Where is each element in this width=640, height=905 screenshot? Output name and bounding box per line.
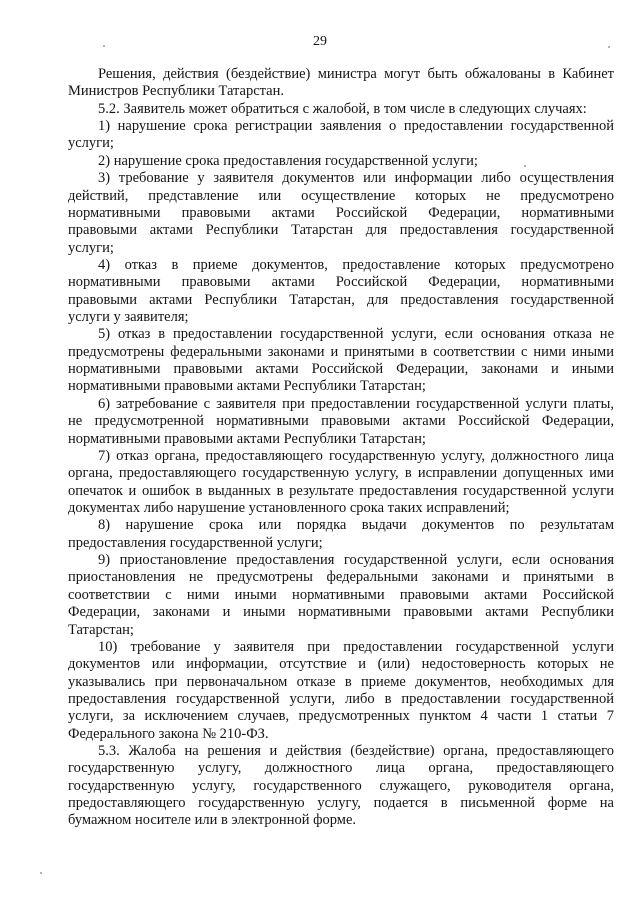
paragraph: [68, 326, 614, 395]
text-line: предоставления государственной услуги;: [68, 534, 323, 551]
paragraph: [68, 396, 614, 448]
text-line: 6) затребование с заявителя при предоставлении государственной услуги платы,: [98, 395, 614, 412]
paragraph: [68, 66, 614, 101]
text-line: нормативными правовыми актами Российской Федерации, нормативными: [68, 204, 614, 221]
text-line: бумажном носителе или в электронной форме.: [68, 812, 357, 829]
text-line: не предусмотренной нормативными правовыми актами Российской Федерации,: [68, 413, 614, 430]
text-line: государственную услугу, должностного лица органа, предоставляющего: [68, 760, 614, 777]
text-line: государственную услугу, государственного служащего, руководителя органа,: [68, 777, 614, 794]
text-line: 5.2. Заявитель может обратиться с жалобой, в том числе в следующих случаях:: [98, 100, 587, 117]
text-line: Федерации, законами и иными нормативными правовыми актами Республики: [68, 604, 614, 621]
text-line: указывались при первоначальном отказе в приеме документов, необходимых для: [68, 673, 614, 690]
paragraph: [68, 448, 614, 517]
text-line: Федерального закона № 210-ФЗ.: [68, 725, 269, 742]
text-line: 5) отказ в предоставлении государственной услуги, если основания отказа не: [98, 326, 614, 343]
text-line: 2) нарушение срока предоставления государственной услуги;: [98, 152, 478, 169]
text-line: приостановления не предусмотрены федеральными законами и принятыми в: [68, 569, 614, 586]
text-line: 4) отказ в приеме документов, предоставление которых предусмотрено: [98, 256, 614, 273]
text-line: документов или информации, отсутствие и (или) недостоверность которых не: [68, 656, 614, 673]
text-line: услуги;: [68, 239, 114, 256]
text-line: 8) нарушение срока или порядка выдачи документов по результатам: [98, 517, 614, 534]
paragraph: [68, 118, 614, 153]
text-line: правовыми актами Республики Татарстан для предоставления государственной: [68, 222, 614, 239]
text-line: документах либо нарушение установленного срока таких исправлений;: [68, 499, 510, 516]
text-line: органа, предоставляющего государственную услугу, в исправлении допущенных ими: [68, 465, 614, 482]
text-line: предусмотрены федеральными законами и принятыми в соответствии с ними иными: [68, 343, 614, 360]
text-line: Министров Республики Татарстан.: [68, 83, 284, 100]
paragraph: [68, 170, 614, 257]
paragraph: [68, 743, 614, 830]
text-line: 5.3. Жалоба на решения и действия (бездействие) органа, предоставляющего: [98, 743, 614, 760]
text-line: нормативными правовыми актами Российской Федерации, законами и иными: [68, 361, 614, 378]
text-line: Решения, действия (бездействие) министра могут быть обжалованы в Кабинет: [98, 66, 614, 82]
text-line: 9) приостановление предоставления государственной услуги, если основания: [98, 552, 614, 569]
text-line: услуги у заявителя;: [68, 309, 189, 326]
text-line: нормативными правовыми актами Республики Татарстан;: [68, 430, 426, 447]
text-line: соответствии с ними иными нормативными правовыми актами Российской: [68, 586, 614, 603]
text-line: 3) требование у заявителя документов или информации либо осуществления: [98, 170, 614, 187]
paragraph: [68, 153, 614, 170]
scan-speck: [40, 872, 42, 874]
text-line: 10) требование у заявителя при предоставлении государственной услуги: [98, 638, 614, 655]
paragraph: [68, 517, 614, 552]
text-line: нормативными правовыми актами Российской Федерации, нормативными: [68, 274, 614, 291]
text-line: услуги, за исключением случаев, предусмотренных пунктом 4 части 1 статьи 7: [68, 708, 614, 725]
text-line: действий, представление или осуществление которых не предусмотрено: [68, 187, 614, 204]
body-text: [68, 66, 614, 830]
page-number: 29: [313, 34, 327, 49]
text-line: нормативными правовыми актами Республики Татарстан;: [68, 378, 426, 395]
text-line: 1) нарушение срока регистрации заявления о предоставлении государственной: [98, 118, 614, 135]
text-line: опечаток и ошибок в выданных в результате предоставления государственной услуги: [68, 482, 614, 499]
paragraph: [68, 257, 614, 326]
paragraph: [68, 639, 614, 743]
text-line: 7) отказ органа, предоставляющего государственную услугу, должностного лица: [98, 447, 614, 464]
text-line: правовыми актами Республики Татарстан, для предоставления государственной: [68, 291, 614, 308]
text-line: предоставления государственной услуги, либо в предоставлении государственной: [68, 690, 614, 707]
text-line: Татарстан;: [68, 621, 134, 638]
paragraph: [68, 552, 614, 639]
text-line: предоставляющего государственную услугу, подается в письменной форме на: [68, 795, 614, 812]
text-line: услуги;: [68, 135, 114, 152]
paragraph: [68, 101, 614, 118]
